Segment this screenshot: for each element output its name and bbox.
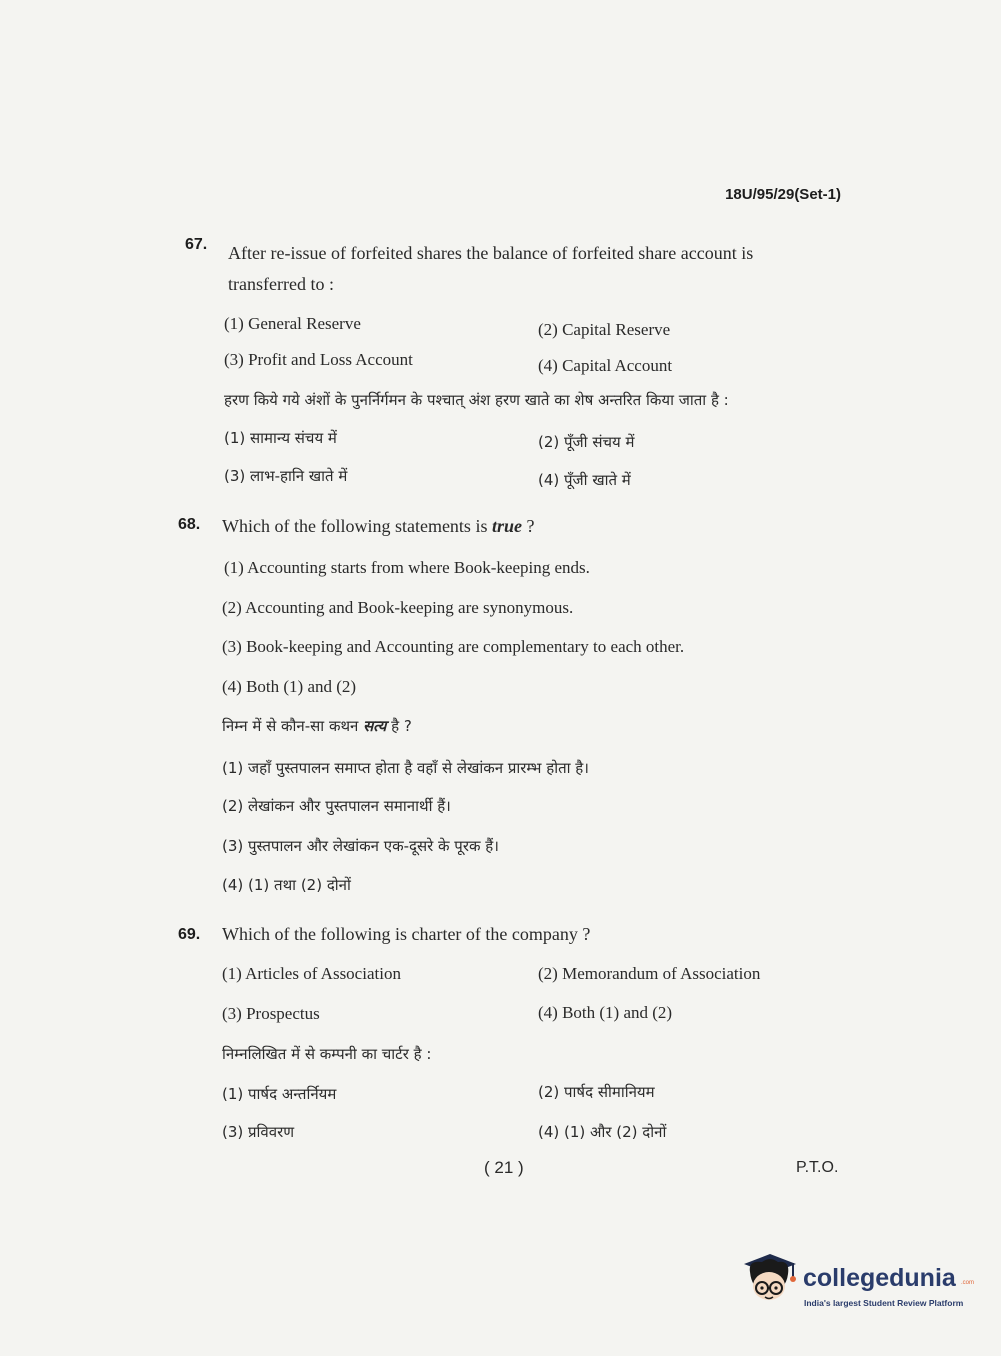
question-text-line2: transferred to : (228, 274, 334, 294)
option-2: (2) Accounting and Book-keeping are synonymous. (222, 598, 574, 617)
option-4: (4) Capital Account (538, 356, 673, 375)
option-1: (1) Articles of Association (222, 964, 401, 983)
option-3: (3) Profit and Loss Account (224, 350, 413, 369)
option-4: (4) Both (1) and (2) (222, 677, 357, 696)
hindi-option-4: (4) (1) तथा (2) दोनों (222, 876, 351, 894)
hindi-option-1: (1) पार्षद अन्तर्नियम (222, 1085, 337, 1103)
hindi-option-1: (1) सामान्य संचय में (224, 429, 337, 447)
hindi-option-4: (4) (1) और (2) दोनों (538, 1123, 667, 1141)
hindi-option-2: (2) पार्षद सीमानियम (538, 1083, 655, 1101)
question-text-line1: After re-issue of forfeited shares the balance of forfeited share account is (228, 243, 754, 263)
question-hindi-text: हरण किये गये अंशों के पुनर्निर्गमन के पश्चात् अंश हरण खाते का शेष अन्तरित किया जाता है : (224, 391, 729, 409)
logo-com: .com (961, 1280, 975, 1286)
option-3: (3) Book-keeping and Accounting are complementary to each other. (222, 637, 685, 656)
page-number: ( 21 ) (484, 1158, 524, 1177)
option-2: (2) Memorandum of Association (538, 964, 761, 983)
question-number: 69. (178, 926, 201, 943)
option-1: (1) Accounting starts from where Book-keeping ends. (224, 558, 590, 577)
question-hindi-text: निम्नलिखित में से कम्पनी का चार्टर है : (222, 1045, 432, 1063)
option-1: (1) General Reserve (224, 314, 361, 333)
hindi-option-2: (2) पूँजी संचय में (538, 433, 635, 451)
hindi-option-3: (3) प्रविवरण (222, 1123, 295, 1141)
emphasis-true: true (491, 516, 522, 536)
option-4: (4) Both (1) and (2) (538, 1003, 673, 1022)
question-text: Which of the following statements is true ? (222, 516, 535, 536)
pto-label: P.T.O. (796, 1159, 839, 1176)
hindi-option-3: (3) पुस्तपालन और लेखांकन एक-दूसरे के पूरक हैं। (222, 837, 499, 855)
question-hindi-text: निम्न में से कौन-सा कथन सत्य है ? (222, 717, 412, 735)
hindi-option-2: (2) लेखांकन और पुस्तपालन समानार्थी हैं। (222, 797, 451, 815)
emphasis-satya: सत्य (363, 717, 387, 735)
hindi-option-1: (1) जहाँ पुस्तपालन समाप्त होता है वहाँ से लेखांकन प्रारम्भ होता है। (222, 759, 589, 777)
option-3: (3) Prospectus (222, 1004, 320, 1023)
question-text: Which of the following is charter of the company ? (222, 924, 591, 944)
hindi-option-4: (4) पूँजी खाते में (538, 471, 631, 489)
option-2: (2) Capital Reserve (538, 320, 671, 339)
hindi-option-3: (3) लाभ-हानि खाते में (224, 467, 348, 485)
paper-code: 18U/95/29(Set-1) (725, 186, 841, 203)
logo-tagline: India's largest Student Review Platform (804, 1298, 964, 1308)
question-number: 68. (178, 516, 201, 533)
mascot-icon (740, 1250, 800, 1312)
logo-name: collegedunia (803, 1264, 956, 1292)
question-number: 67. (185, 236, 208, 253)
